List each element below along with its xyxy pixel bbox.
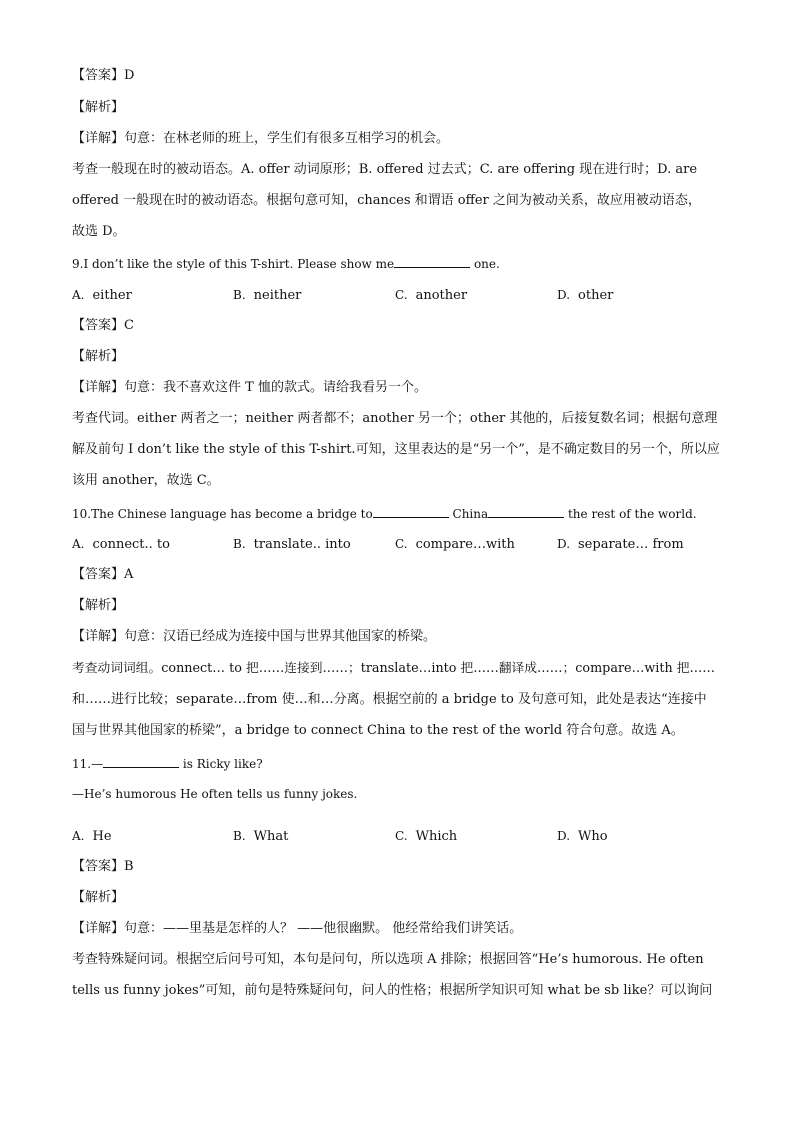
q9-option-a [72,286,132,305]
q9-stem-start: 9.I don’t like the style of this T-shirt. Please show me [72,257,395,271]
q10-answer: A [124,567,134,582]
q11-stem-start: 11.— [72,757,104,771]
q11-explain-2: tells us funny jokes”可知，前句是特殊疑问句，问人的性格；根据所学知识可知 what be sb like？可以询问 [72,983,713,998]
q11-stem-end: is Ricky like? [179,757,263,771]
q9-answer: C [124,318,134,333]
option-letter: D. [557,288,571,302]
option-text: either [92,288,132,303]
q10-answer-line [72,566,722,584]
option-letter: A. [72,288,85,302]
q10-explain-2: 和……进行比较；separate…from 使…和…分离。根据空前的 a bridge to 及句意可知，此处是表达“连接中 [72,692,707,707]
q8-explain-3: 故选 D。 [72,224,126,239]
analysis-label: 【解析】 [72,349,125,364]
option-text: Which [415,829,458,844]
answer-label: 【答案】 [72,567,125,582]
q9-blank [394,254,470,268]
q10-option-d [557,535,684,554]
option-letter: C. [395,829,408,843]
q11-option-a [72,827,112,846]
q11-stem [72,754,722,773]
option-letter: D. [557,537,571,551]
q11-option-c [395,827,457,846]
q9-stem-end: one. [470,257,500,271]
option-text: separate… from [578,537,684,552]
q11-answer: B [124,859,134,874]
q10-analysis-label [72,597,722,615]
option-letter: B. [233,288,246,302]
option-text: neither [253,288,302,303]
q8-answer-line [72,67,722,85]
q11-stem-reply: —He’s humorous He often tells us funny jokes. [72,787,358,801]
detail-label: 【详解】 [72,629,125,644]
answer-label: 【答案】 [72,318,125,333]
q11-option-d [557,827,608,846]
q9-option-c [395,286,467,305]
q11-explain-1: 考查特殊疑问词。根据空后问号可知，本句是问句，所以选项 A 排除；根据回答“He’s humorous. He often [72,952,704,967]
analysis-label: 【解析】 [72,890,125,905]
q10-stem [72,504,722,523]
q11-answer-line [72,858,722,876]
option-text: What [253,829,289,844]
q11-meaning-line [72,920,722,938]
q9-meaning-line [72,379,722,397]
q8-explain-1: 考查一般现在时的被动语态。A. offer 动词原形；B. offered 过去式；C. are offering 现在进行时；D. are [72,162,698,177]
q9-stem [72,254,722,273]
option-letter: C. [395,537,408,551]
option-letter: D. [557,829,571,843]
q9-option-b [233,286,301,305]
q10-stem-end: the rest of the world. [564,507,697,521]
q10-meaning-line [72,628,722,646]
option-text: connect.. to [92,537,170,552]
option-letter: C. [395,288,408,302]
q11-blank [103,754,179,768]
analysis-label: 【解析】 [72,100,125,115]
q10-stem-mid: China [448,507,489,521]
option-text: Who [578,829,608,844]
q9-answer-line [72,317,722,335]
q11-option-b [233,827,288,846]
q10-stem-start: 10.The Chinese language has become a bridge to [72,507,373,521]
option-text: He [92,829,112,844]
q8-answer: D [124,68,135,83]
option-letter: B. [233,829,246,843]
q10-option-b [233,535,351,554]
q10-option-c [395,535,515,554]
option-text: another [415,288,468,303]
q9-explain-1: 考查代词。either 两者之一；neither 两者都不；another 另一个；other 其他的，后接复数名词；根据句意理 [72,411,718,426]
q10-blank-1 [373,504,449,518]
answer-label: 【答案】 [72,68,125,83]
q10-meaning: 句意：汉语已经成为连接中国与世界其他国家的桥梁。 [124,629,437,644]
option-letter: A. [72,537,85,551]
q8-analysis-label [72,99,722,117]
q9-explain-3: 该用 another，故选 C。 [72,473,220,488]
q10-explain-3: 国与世界其他国家的桥梁”，a bridge to connect China to the rest of the world 符合句意。故选 A。 [72,723,684,738]
detail-label: 【详解】 [72,380,125,395]
q8-meaning: 句意：在林老师的班上，学生们有很多互相学习的机会。 [124,131,450,146]
detail-label: 【详解】 [72,921,125,936]
q9-option-d [557,286,613,305]
option-letter: B. [233,537,246,551]
q9-meaning: 句意：我不喜欢这件 T 恤的款式。请给我看另一个。 [124,380,427,395]
q11-analysis-label [72,889,722,907]
q9-explain-2: 解及前句 I don’t like the style of this T-shirt.可知，这里表达的是“另一个”，是不确定数目的另一个，所以应 [72,442,720,457]
analysis-label: 【解析】 [72,598,125,613]
option-text: other [578,288,614,303]
detail-label: 【详解】 [72,131,125,146]
q8-explain-2: offered 一般现在时的被动语态。根据句意可知，chances 和谓语 offer 之间为被动关系，故应用被动语态， [72,193,701,208]
q10-explain-1: 考查动词词组。connect… to 把……连接到……；translate…into 把……翻译成……；compare…with 把…… [72,661,715,676]
answer-label: 【答案】 [72,859,125,874]
option-letter: A. [72,829,85,843]
option-text: translate.. into [253,537,351,552]
q10-option-a [72,535,170,554]
q10-blank-2 [488,504,564,518]
q8-meaning-line [72,130,722,148]
q9-analysis-label [72,348,722,366]
option-text: compare…with [415,537,515,552]
q11-meaning: 句意：——里基是怎样的人？ ——他很幽默。 他经常给我们讲笑话。 [124,921,523,936]
